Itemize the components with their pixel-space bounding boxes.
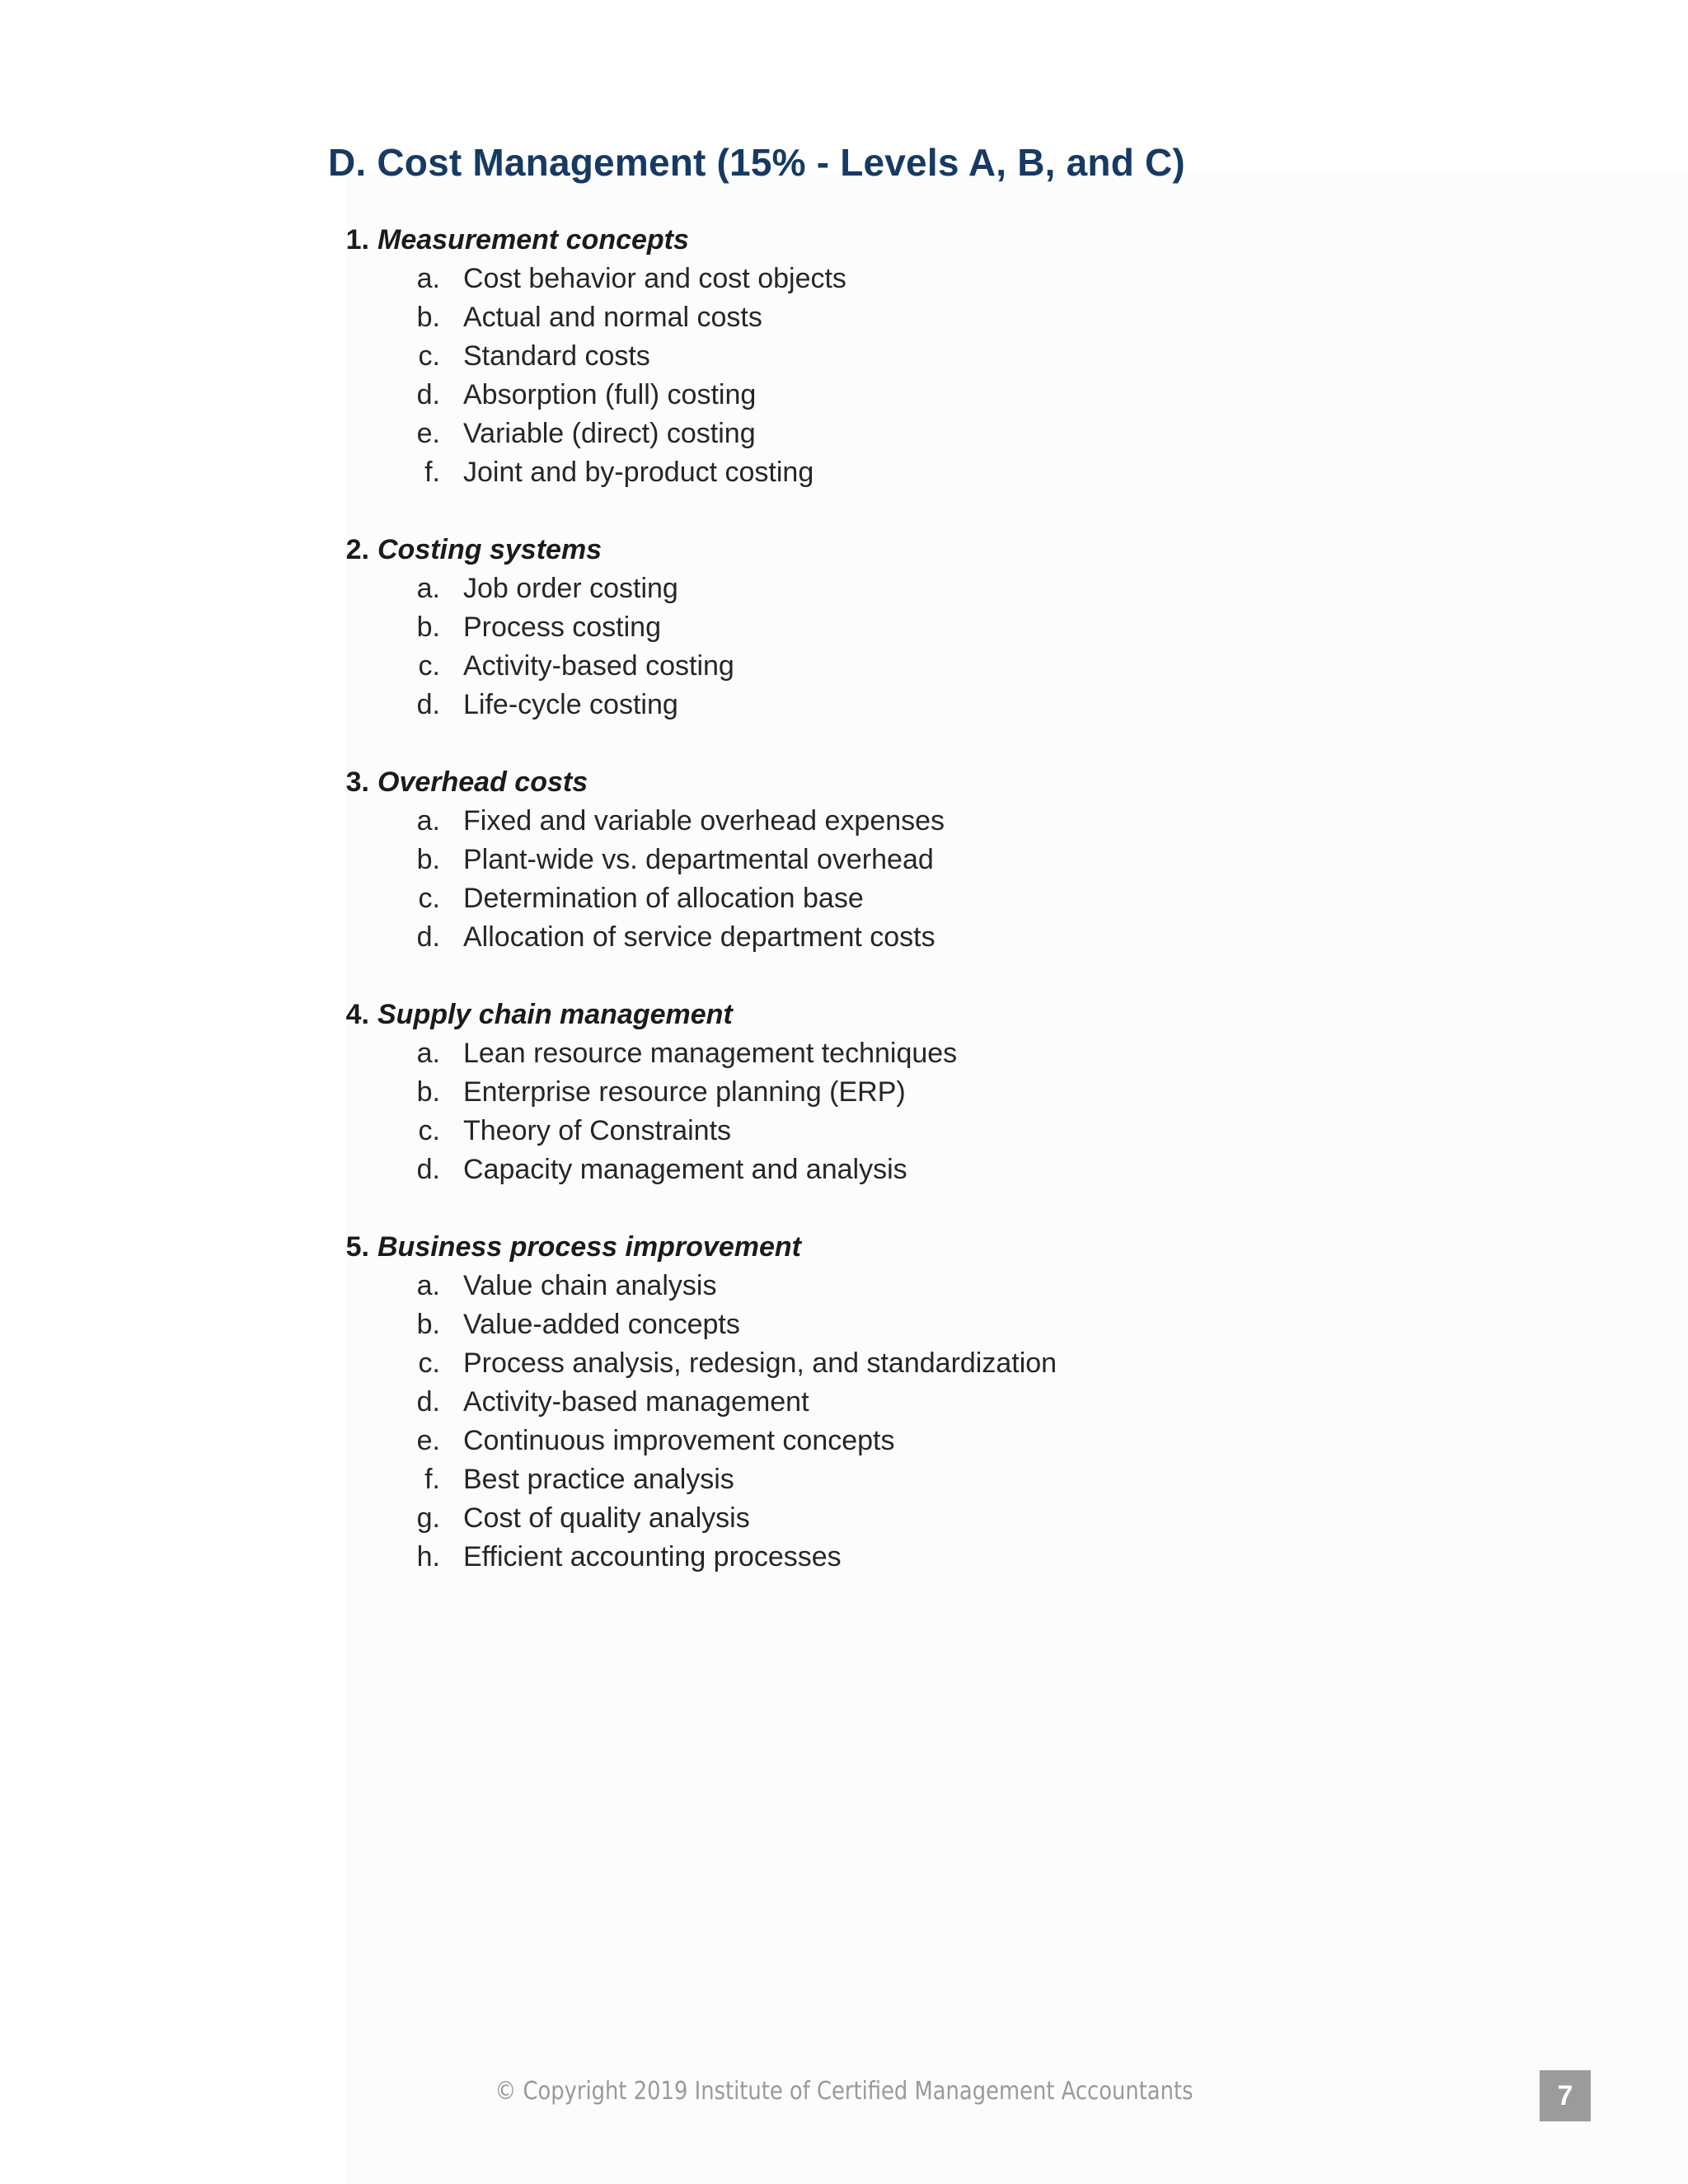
- topic-title: Measurement concepts: [377, 224, 689, 255]
- document-content: [328, 134, 1564, 1615]
- topic-title: Supply chain management: [377, 999, 733, 1030]
- list-item-letter: d.: [416, 689, 440, 720]
- topic-number: 2.: [345, 534, 369, 565]
- list-item-text: Fixed and variable overhead expenses: [463, 805, 945, 837]
- list-item-text: Best practice analysis: [463, 1464, 734, 1495]
- list-item: [328, 1499, 1564, 1538]
- list-item: [328, 569, 1564, 608]
- list-item-letter: g.: [416, 1502, 440, 1534]
- list-item-text: Standard costs: [463, 340, 650, 372]
- topic-section: [328, 763, 1564, 957]
- section-title: D. Cost Management (15% - Levels A, B, and C): [328, 141, 1185, 184]
- list-item: [328, 1383, 1564, 1422]
- list-item-text: Cost behavior and cost objects: [463, 263, 846, 294]
- list-item: [328, 879, 1564, 918]
- list-item-text: Allocation of service department costs: [463, 921, 935, 953]
- list-item: [328, 376, 1564, 415]
- list-item-letter: c.: [418, 650, 440, 682]
- list-item-letter: c.: [418, 883, 440, 914]
- list-item-text: Actual and normal costs: [463, 302, 762, 333]
- topic-number: 5.: [345, 1231, 369, 1263]
- list-item: [328, 1538, 1564, 1577]
- list-item-text: Enterprise resource planning (ERP): [463, 1076, 906, 1108]
- list-item-letter: a.: [416, 263, 440, 294]
- list-item: [328, 415, 1564, 453]
- list-item-text: Cost of quality analysis: [463, 1502, 750, 1534]
- list-item-text: Capacity management and analysis: [463, 1154, 907, 1185]
- topic-title: Business process improvement: [377, 1231, 801, 1263]
- list-item-text: Efficient accounting processes: [463, 1541, 842, 1572]
- list-item-letter: b.: [416, 1309, 440, 1340]
- topic-heading: [328, 1228, 1564, 1267]
- topic-title: Costing systems: [377, 534, 603, 565]
- topic-heading: [328, 996, 1564, 1034]
- list-item-text: Activity-based costing: [463, 650, 734, 682]
- list-item-letter: d.: [416, 1154, 440, 1185]
- list-item: [328, 298, 1564, 337]
- list-item-letter: f.: [424, 457, 440, 488]
- list-item-text: Joint and by-product costing: [463, 457, 814, 488]
- list-item-text: Value-added concepts: [463, 1309, 740, 1340]
- list-item-text: Continuous improvement concepts: [463, 1425, 895, 1456]
- list-item: [328, 453, 1564, 492]
- list-item-letter: f.: [424, 1464, 440, 1495]
- list-item: [328, 1460, 1564, 1499]
- list-item-text: Activity-based management: [463, 1386, 809, 1418]
- list-item-letter: a.: [416, 805, 440, 837]
- list-item-text: Job order costing: [463, 573, 678, 604]
- list-item-text: Determination of allocation base: [463, 883, 864, 914]
- list-item-text: Theory of Constraints: [463, 1115, 732, 1146]
- list-item-letter: a.: [416, 1270, 440, 1301]
- list-item-letter: c.: [418, 340, 440, 372]
- list-item-letter: h.: [416, 1541, 440, 1572]
- list-item-letter: b.: [416, 844, 440, 875]
- topic-heading: [328, 531, 1564, 569]
- list-item-text: Life-cycle costing: [463, 689, 678, 720]
- list-item-letter: a.: [416, 1038, 440, 1069]
- list-item: [328, 647, 1564, 686]
- list-item: [328, 1267, 1564, 1305]
- list-item-text: Value chain analysis: [463, 1270, 717, 1301]
- list-item: [328, 918, 1564, 957]
- list-item-letter: e.: [416, 1425, 440, 1456]
- list-item-letter: b.: [416, 612, 440, 643]
- topic-heading: [328, 221, 1564, 260]
- list-item-text: Plant-wide vs. departmental overhead: [463, 844, 934, 875]
- topic-section: [328, 531, 1564, 724]
- list-item: [328, 337, 1564, 376]
- list-item-text: Absorption (full) costing: [463, 379, 757, 410]
- list-item: [328, 260, 1564, 298]
- topic-section: [328, 221, 1564, 492]
- topic-heading: [328, 763, 1564, 802]
- topic-number: 4.: [345, 999, 369, 1030]
- topic-section: [328, 996, 1564, 1189]
- page-number-badge: 7: [1540, 2070, 1591, 2121]
- topic-number: 1.: [345, 224, 369, 255]
- list-item: [328, 686, 1564, 724]
- list-item: [328, 1112, 1564, 1151]
- list-item: [328, 1034, 1564, 1073]
- list-item-letter: d.: [416, 1386, 440, 1418]
- list-item-text: Lean resource management techniques: [463, 1038, 958, 1069]
- list-item-text: Process analysis, redesign, and standardization: [463, 1347, 1057, 1379]
- topic-title: Overhead costs: [377, 766, 588, 798]
- list-item: [328, 608, 1564, 647]
- list-item-letter: d.: [416, 379, 440, 410]
- list-item-letter: a.: [416, 573, 440, 604]
- list-item-letter: e.: [416, 418, 440, 449]
- list-item-letter: b.: [416, 302, 440, 333]
- topic-number: 3.: [345, 766, 369, 798]
- list-item: [328, 1073, 1564, 1112]
- topic-section: [328, 1228, 1564, 1577]
- list-item-letter: b.: [416, 1076, 440, 1108]
- copyright-footer: © Copyright 2019 Institute of Certified Management Accountants: [495, 2077, 1193, 2106]
- list-item-text: Variable (direct) costing: [463, 418, 756, 449]
- list-item-letter: c.: [418, 1347, 440, 1379]
- list-item: [328, 1305, 1564, 1344]
- list-item: [328, 1344, 1564, 1383]
- list-item: [328, 1151, 1564, 1189]
- list-item: [328, 841, 1564, 879]
- list-item-text: Process costing: [463, 612, 661, 643]
- list-item-letter: c.: [418, 1115, 440, 1146]
- topic-list: [328, 221, 1564, 1577]
- list-item: [328, 1422, 1564, 1460]
- list-item-letter: d.: [416, 921, 440, 953]
- list-item: [328, 802, 1564, 841]
